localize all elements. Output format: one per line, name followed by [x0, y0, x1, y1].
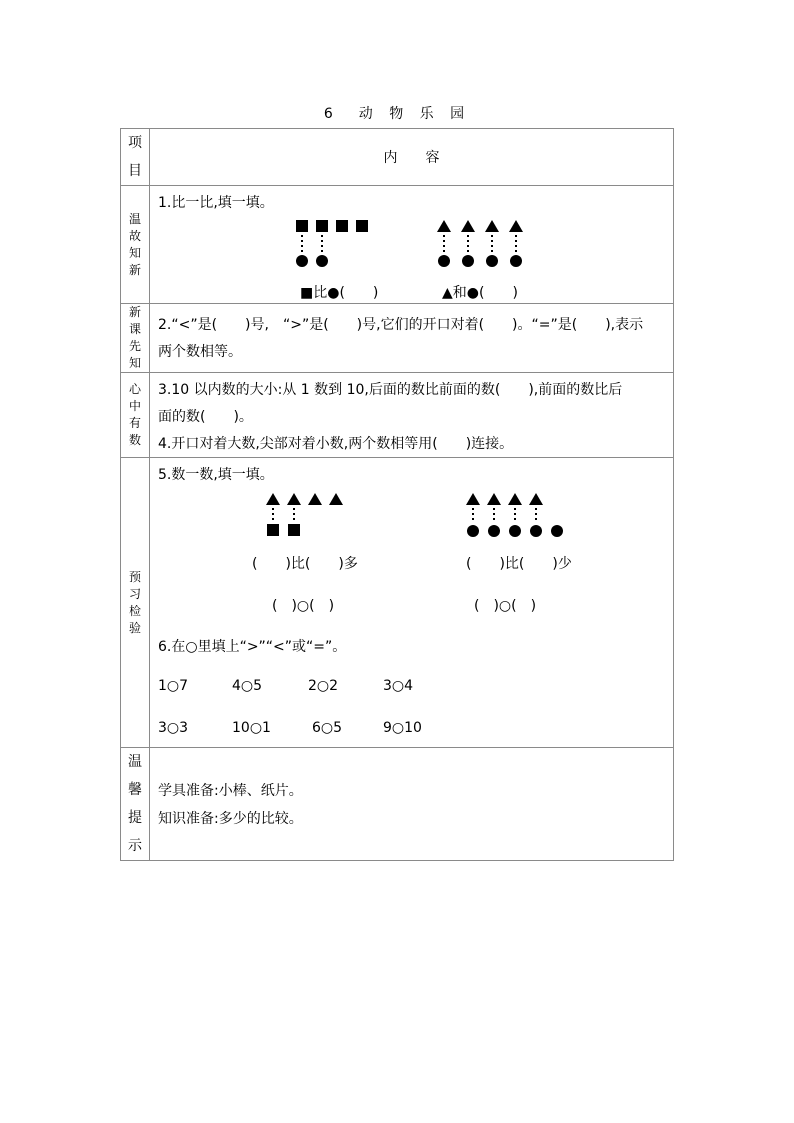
- triangles-squares-figure: [266, 493, 346, 538]
- section-new-lesson-content: [150, 304, 674, 373]
- question-3-line-2: 面的数( )。: [158, 409, 253, 425]
- label-char: 中: [128, 399, 141, 413]
- label-char: 检: [128, 603, 141, 618]
- section-preview-check: [121, 458, 674, 748]
- label-char: 习: [128, 586, 141, 601]
- fill-more: ( )比( )多: [252, 556, 358, 572]
- triangle-shape: [529, 493, 543, 505]
- compare-item: 4○5: [232, 678, 263, 694]
- squares-circles-figure: [290, 220, 370, 270]
- circle-shape: [467, 525, 479, 537]
- square-shape: [316, 220, 328, 232]
- header-item-label: [121, 129, 150, 186]
- section-review-label: [121, 186, 150, 304]
- label-char: 故: [128, 228, 141, 243]
- compare-a: ( )○( ): [272, 598, 335, 614]
- label-char: 新: [128, 262, 141, 277]
- header-content-label: [150, 129, 674, 186]
- section-review-content: [150, 186, 674, 304]
- circle-shape: [296, 255, 308, 267]
- circle-shape: [509, 525, 521, 537]
- square-shape: [296, 220, 308, 232]
- section-tips-label: [121, 748, 150, 861]
- fill-less: ( )比( )少: [466, 556, 572, 572]
- header-item-char: 项: [128, 135, 142, 151]
- label-char: 示: [128, 838, 142, 854]
- label-char: 数: [128, 433, 141, 447]
- circle-shape: [486, 255, 498, 267]
- page-title: 6 动 物 乐 园: [323, 106, 471, 122]
- triangles-circles-figure: [437, 220, 527, 270]
- label-char: 提: [128, 810, 142, 826]
- section-mind-content: [150, 373, 674, 458]
- question-2-line-2: 两个数相等。: [158, 344, 242, 360]
- label-char: 预: [128, 569, 141, 584]
- compare-item: 2○2: [308, 678, 339, 694]
- section-preview-check-label: [121, 458, 150, 748]
- header-item-char: 目: [128, 163, 142, 179]
- circle-shape: [438, 255, 450, 267]
- compare-item: 9○10: [383, 720, 422, 736]
- compare-b: ( )○( ): [474, 598, 537, 614]
- fill-triangle-circle: ▲和●( ): [442, 285, 518, 301]
- header-content-text: 内 容: [383, 150, 440, 166]
- section-new-lesson: [121, 304, 674, 373]
- square-shape: [288, 524, 300, 536]
- square-shape: [356, 220, 368, 232]
- compare-item: 6○5: [312, 720, 343, 736]
- label-char: 知: [128, 245, 141, 260]
- triangle-shape: [461, 220, 475, 232]
- triangle-shape: [508, 493, 522, 505]
- header-row: [121, 129, 674, 186]
- triangle-shape: [287, 493, 301, 505]
- triangles-circles-figure-b: [466, 493, 561, 538]
- label-char: 验: [128, 620, 141, 635]
- label-char: 先: [128, 339, 141, 353]
- triangle-shape: [308, 493, 322, 505]
- label-char: 温: [128, 211, 141, 226]
- square-shape: [336, 220, 348, 232]
- label-char: 温: [128, 754, 142, 770]
- section-review: [121, 186, 674, 304]
- question-1: 1.比一比,填一填。: [158, 195, 274, 211]
- question-5: 5.数一数,填一填。: [158, 467, 274, 483]
- circle-shape: [316, 255, 328, 267]
- section-new-lesson-label: [121, 304, 150, 373]
- square-shape: [267, 524, 279, 536]
- label-char: 有: [128, 416, 141, 430]
- circle-shape: [488, 525, 500, 537]
- label-char: 知: [128, 356, 141, 370]
- triangle-shape: [487, 493, 501, 505]
- triangle-shape: [509, 220, 523, 232]
- compare-item: 3○3: [158, 720, 189, 736]
- label-char: 课: [128, 322, 141, 336]
- section-tips: [121, 748, 674, 861]
- section-mind: [121, 373, 674, 458]
- triangle-shape: [437, 220, 451, 232]
- section-mind-label: [121, 373, 150, 458]
- question-2-line-1: 2.“<”是( )号, “>”是( )号,它们的开口对着( )。“=”是( ),表示: [158, 317, 644, 333]
- preview-worksheet-table: [120, 128, 674, 861]
- question-6: 6.在○里填上“>”“<”或“=”。: [158, 639, 347, 655]
- label-char: 新: [128, 305, 141, 319]
- compare-item: 1○7: [158, 678, 189, 694]
- question-3-line-1: 3.10 以内数的大小:从 1 数到 10,后面的数比前面的数( ),前面的数比后: [158, 382, 623, 398]
- tip-tools: 学具准备:小棒、纸片。: [158, 783, 303, 799]
- triangle-shape: [329, 493, 343, 505]
- tip-knowledge: 知识准备:多少的比较。: [158, 811, 303, 827]
- section-preview-check-content: [150, 458, 674, 748]
- compare-item: 3○4: [383, 678, 414, 694]
- circle-shape: [551, 525, 563, 537]
- label-char: 心: [128, 382, 141, 396]
- label-char: 馨: [128, 782, 142, 798]
- triangle-shape: [485, 220, 499, 232]
- circle-shape: [510, 255, 522, 267]
- fill-square-circle: ■比●( ): [300, 285, 379, 301]
- circle-shape: [530, 525, 542, 537]
- triangle-shape: [466, 493, 480, 505]
- section-tips-content: [150, 748, 674, 861]
- circle-shape: [462, 255, 474, 267]
- triangle-shape: [266, 493, 280, 505]
- question-4: 4.开口对着大数,尖部对着小数,两个数相等用( )连接。: [158, 436, 514, 452]
- compare-item: 10○1: [232, 720, 271, 736]
